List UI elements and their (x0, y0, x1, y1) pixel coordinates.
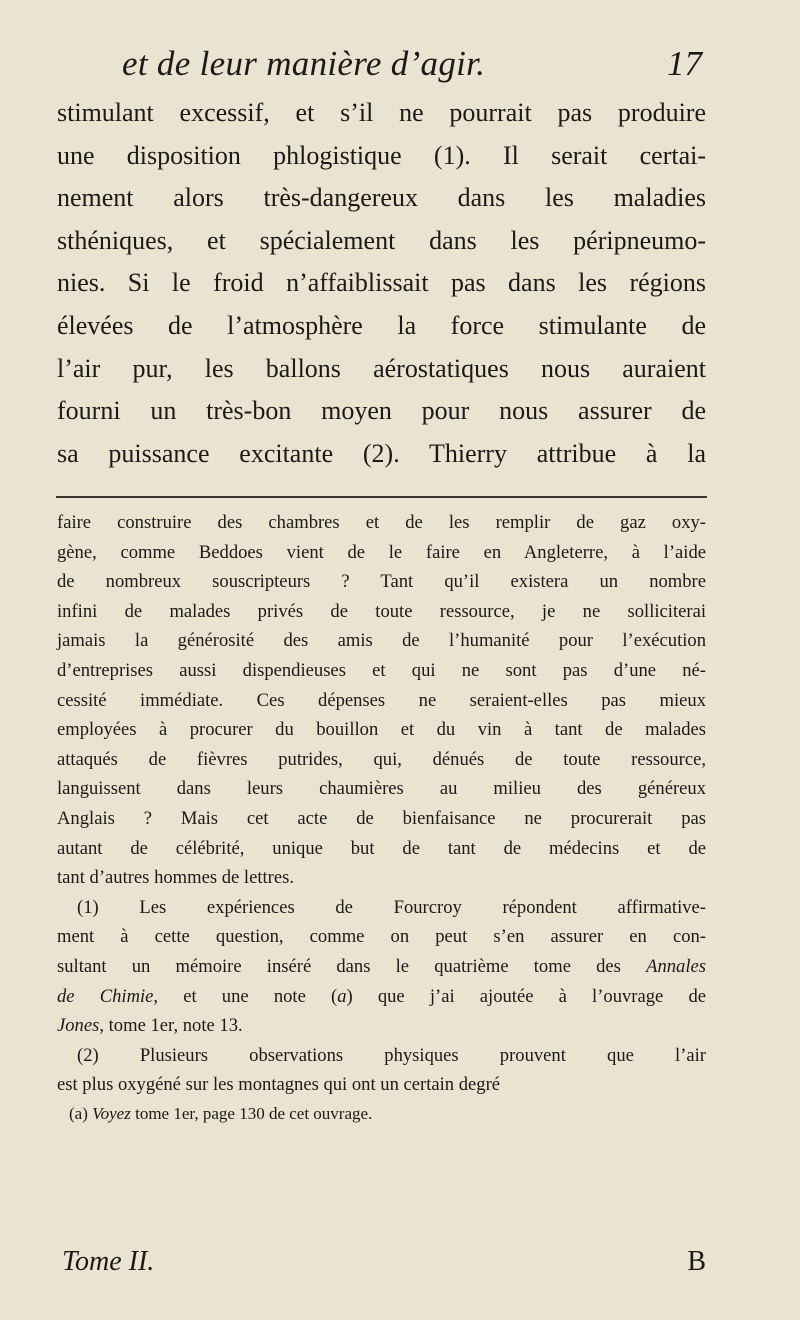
footnotes (57, 508, 706, 1128)
footnote-1-text: ) que j’ai ajoutée à l’ouvrage de (346, 985, 706, 1007)
footnote-2-line: est plus oxygéné sur les montagnes qui ont un certain degré (57, 1074, 501, 1096)
body-paragraph (57, 92, 706, 475)
footnote-1-line (57, 952, 706, 982)
footnote-line: d’entreprises aussi dispendieuses et qui ne sont pas d’une né- (57, 659, 706, 681)
footnote-line: languissent dans leurs chaumières au milieu des généreux (57, 778, 706, 800)
footnote-2-line: (2) Plusieurs observations physiques prouvent que l’air (77, 1044, 706, 1066)
footnote-1-text: , tome 1er, note 13. (99, 1015, 243, 1037)
footnote-1-text: sultant un mémoire inséré dans le quatrième tome des (57, 955, 647, 977)
body-line: sa puissance excitante (2). Thierry attribue à la (57, 438, 706, 468)
footnote-line: employées à procurer du bouillon et du vin à tant de malades (57, 719, 706, 741)
body-line: nies. Si le froid n’affaiblissait pas dans les régions (57, 268, 706, 298)
running-head (60, 44, 700, 90)
body-line: sthéniques, et spécialement dans les péripneumo- (57, 225, 706, 255)
page-number: 17 (667, 44, 702, 83)
footnote-line: tant d’autres hommes de lettres. (57, 867, 294, 889)
footnote-a-voyez: Voyez (92, 1103, 131, 1123)
journal-title: de Chimie (57, 985, 154, 1007)
footnote-line: attaqués de fièvres putrides, qui, dénués de toute ressource, (57, 748, 706, 770)
body-line: nement alors très-dangereux dans les maladies (57, 183, 706, 213)
journal-title: Annales (646, 955, 706, 977)
page-footer (60, 1246, 710, 1286)
author-name: Jones (57, 1015, 100, 1037)
footnote-line: Anglais ? Mais cet acte de bienfaisance ne procurerait pas (57, 807, 706, 829)
note-ref: a (337, 985, 347, 1007)
volume-label: Tome II. (62, 1246, 155, 1277)
footnote-1-text: , et une note ( (153, 985, 338, 1007)
footnote-line: cessité immédiate. Ces dépenses ne seraient-elles pas mieux (57, 689, 706, 711)
footnote-line: gène, comme Beddoes vient de le faire en Angleterre, à l’aide (57, 541, 706, 563)
body-line: élevées de l’atmosphère la force stimulante de (57, 310, 706, 340)
body-line: stimulant excessif, et s’il ne pourrait pas produire (57, 98, 706, 127)
body-line: l’air pur, les ballons aérostatiques nous auraient (57, 353, 706, 383)
signature-mark: B (687, 1246, 706, 1277)
footnote-a-mark: (a) (69, 1103, 93, 1123)
footnote-1-line (57, 1011, 706, 1041)
footnote-1-line (57, 982, 706, 1012)
footnote-1-line: (1) Les expériences de Fourcroy répondent affirmative- (77, 896, 706, 918)
footnote-1-line: ment à cette question, comme on peut s’en assurer en con- (57, 926, 706, 948)
footnote-line: de nombreux souscripteurs ? Tant qu’il existera un nombre (57, 571, 706, 593)
footnote-a-line (57, 1100, 706, 1128)
body-line: fourni un très-bon moyen pour nous assurer de (57, 396, 706, 426)
running-title: et de leur manière d’agir. (122, 44, 486, 83)
footnote-line: autant de célébrité, unique but de tant de médecins et de (57, 837, 706, 859)
footnote-line: faire construire des chambres et de les remplir de gaz oxy- (57, 512, 706, 533)
body-line: une disposition phlogistique (1). Il serait certai- (57, 140, 706, 170)
footnote-line: infini de malades privés de toute ressource, je ne solliciterai (57, 600, 706, 622)
footnote-line: jamais la générosité des amis de l’humanité pour l’exécution (57, 630, 706, 652)
footnote-a-text: tome 1er, page 130 de cet ouvrage. (130, 1103, 373, 1123)
footnote-rule (56, 496, 707, 498)
